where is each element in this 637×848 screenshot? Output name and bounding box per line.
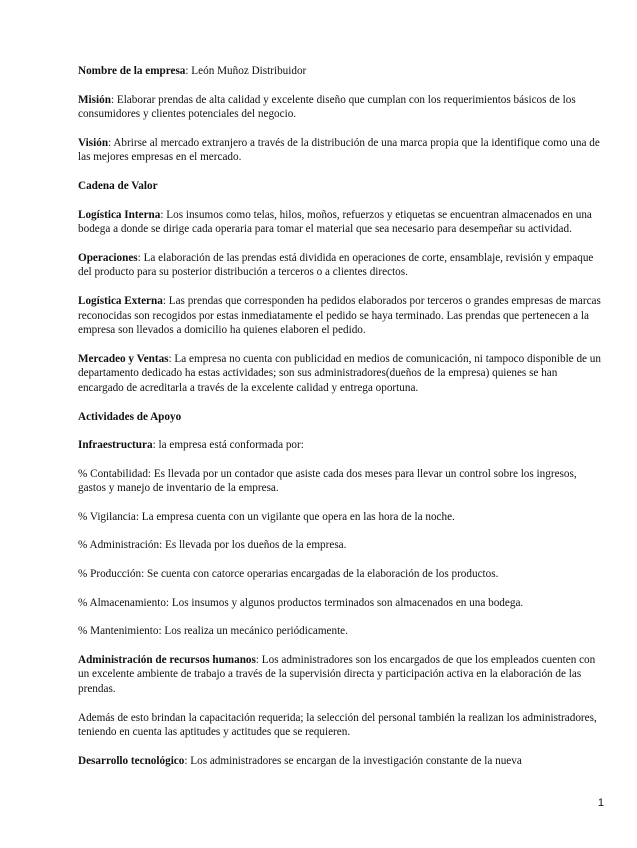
value-chain-heading: Cadena de Valor [78,179,158,192]
desarrollo-paragraph [78,754,604,769]
infra-item-administracion: % Administración: Es llevada por los dueños de la empresa. [78,539,347,552]
rrhh-extra-paragraph: Además de esto brindan la capacitación requerida; la selección del personal también la realizan los administradores, teniendo en cuenta las aptitudes y actitudes que se requieren. [78,711,597,739]
infraestructura-label: Infraestructura [78,439,153,452]
mercadeo-text: : La empresa no cuenta con publicidad en medios de comunicación, ni tampoco disponible de un departamento dedicado ha estas actividades; son sus administradores(dueños de la empresa) quienes se han encargado de acreditarla a través de la excelente calidad y entrega oportuna. [78,352,601,394]
document-body [78,64,604,782]
infraestructura-text: : la empresa está conformada por: [152,439,304,452]
logistica-interna-text: : Los insumos como telas, hilos, moños, refuerzos y etiquetas se encuentran almacenados en una bodega a donde se dirige cada operaria para tomar el material que sea necesario para desempeñar su actividad. [78,208,592,236]
vision-text: : Abrirse al mercado extranjero a través de la distribución de una marca propia que la identifique como una de las mejores empresas en el mercado. [78,136,600,164]
mission-text: : Elaborar prendas de alta calidad y excelente diseño que cumplan con los requerimientos básicos de los consumidores y clientes potenciales del negocio. [78,93,576,121]
company-name-label: Nombre de la empresa [78,65,186,77]
company-name-paragraph [78,64,604,79]
logistica-externa-text: : Las prendas que corresponden ha pedidos elaborados por terceros o grandes empresas de marcas reconocidas son recogidos por estas inmediatamente el pedido se haya terminado. Las prendas que pertenecen a la empresa son llevados a domicilio ha quienes elaboren el pedido. [78,294,601,337]
infra-item-almacenamiento: % Almacenamiento: Los insumos y algunos productos terminados son almacenados en una bodega. [78,596,524,609]
desarrollo-text: : Los administradores se encargan de la investigación constante de la nueva [184,754,522,767]
operaciones-paragraph [78,251,604,280]
rrhh-paragraph [78,653,604,697]
operaciones-label: Operaciones [78,251,138,264]
infra-item-vigilancia: % Vigilancia: La empresa cuenta con un vigilante que opera en las hora de la noche. [78,510,455,523]
logistica-externa-paragraph [78,294,604,338]
operaciones-text: : La elaboración de las prendas está dividida en operaciones de corte, ensamblaje, revisión y empaque del producto para su posterior distribución a terceros o a clientes directos. [78,251,594,279]
mission-paragraph [78,93,604,122]
rrhh-label: Administración de recursos humanos [78,653,256,666]
infraestructura-paragraph [78,438,604,453]
infra-item-mantenimiento: % Mantenimiento: Los realiza un mecánico periódicamente. [78,625,348,638]
infra-item-produccion: % Producción: Se cuenta con catorce operarias encargadas de la elaboración de los productos. [78,568,499,581]
mercadeo-label: Mercadeo y Ventas [78,352,169,365]
infra-item-contabilidad: % Contabilidad: Es llevada por un contador que asiste cada dos meses para llevar un control sobre los ingresos, gastos y manejo de inventario de la empresa. [78,467,577,495]
logistica-externa-label: Logística Externa [78,294,163,307]
desarrollo-label: Desarrollo tecnológico [78,754,185,767]
rrhh-text: : Los administradores son los encargados de que los empleados cuenten con un excelente ambiente de trabajo a través de la supervisión directa y participación activa en la elaboración de las prendas. [78,653,596,696]
mercadeo-paragraph [78,352,604,396]
vision-paragraph [78,136,604,165]
logistica-interna-paragraph [78,208,604,237]
vision-label: Visión [78,136,109,149]
support-activities-heading: Actividades de Apoyo [78,410,182,423]
mission-label: Misión [78,93,111,106]
logistica-interna-label: Logística Interna [78,208,161,221]
company-name-value: : León Muñoz Distribuidor [185,65,307,77]
page-number: 1 [597,797,604,809]
